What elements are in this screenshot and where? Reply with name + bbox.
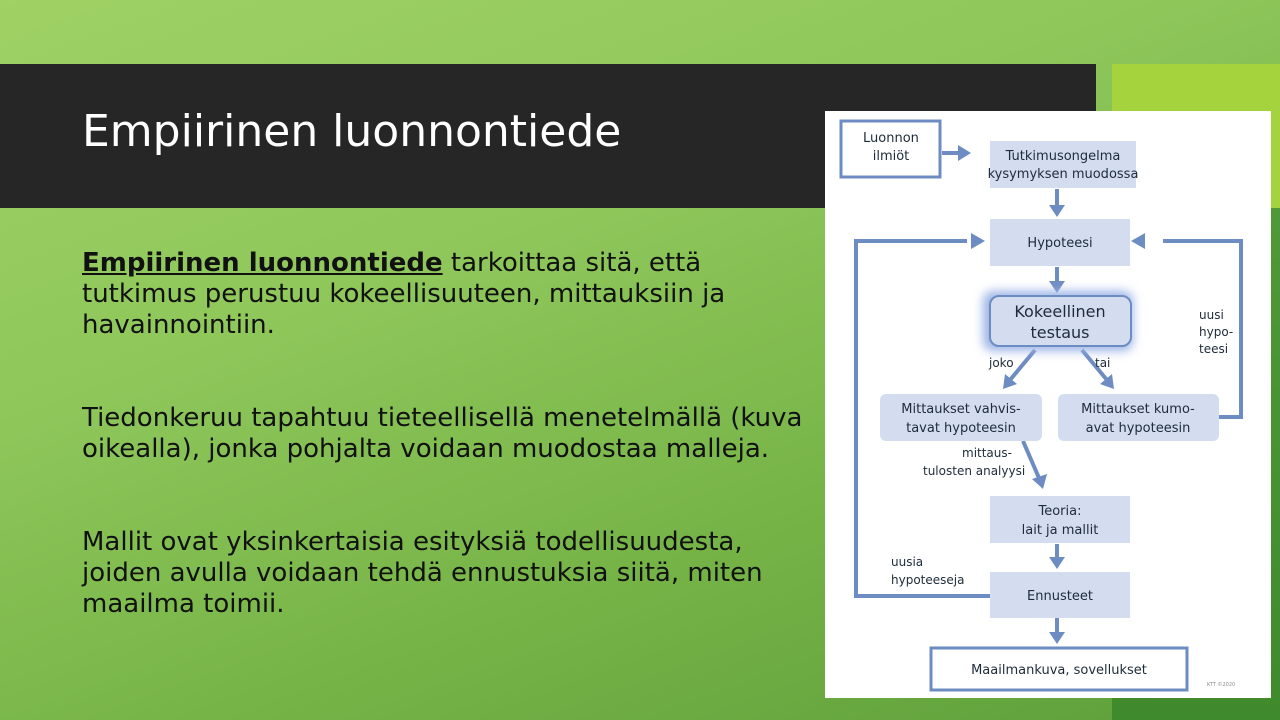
node-tutkimusongelma-label-2: kysymyksen muodossa (987, 167, 1139, 182)
node-kumoavat-label-1: Mittaukset kumo- (1081, 402, 1195, 417)
paragraph-data-collection: Tiedonkeruu tapahtuu tieteellisellä menetelmällä (kuva oikealla), jonka pohjalta voidaan muodostaa malleja. (82, 403, 803, 464)
node-maailmankuva-label: Maailmankuva, sovellukset (971, 663, 1147, 678)
node-tutkimusongelma-label-1: Tutkimusongelma (1005, 149, 1121, 164)
node-luonnon-ilmiot-label-1: Luonnon (863, 131, 919, 146)
label-uusi-hypoteesi-1: uusi (1199, 308, 1224, 322)
label-uusia-hypoteeseja-2: hypoteeseja (891, 573, 965, 587)
node-hypoteesi-label: Hypoteesi (1027, 236, 1093, 251)
scientific-method-diagram (825, 111, 1271, 698)
node-vahvistavat-label-1: Mittaukset vahvis- (901, 402, 1021, 417)
node-kokeellinen-label-1: Kokeellinen (1014, 302, 1106, 321)
label-mittaustulosten-2: tulosten analyysi (923, 464, 1026, 478)
arrowhead-ennusteet (1049, 557, 1065, 569)
arrow-testaus-to-vahvistavat (1010, 350, 1035, 380)
node-kumoavat-label-2: avat hypoteesin (1085, 421, 1191, 436)
arrowhead-maailmankuva (1049, 632, 1065, 644)
paragraph-models: Mallit ovat yksinkertaisia esityksiä todellisuudesta, joiden avulla voidaan tehdä ennustuksia siitä, miten maailma toimii. (82, 527, 763, 619)
slide-title: Empiirinen luonnontiede (82, 106, 622, 157)
arrowhead-loop-right (1131, 233, 1145, 249)
diagram-canvas (825, 111, 1271, 698)
label-uusi-hypoteesi-2: hypo- (1199, 325, 1234, 339)
arrow-vahvistavat-to-teoria (1023, 441, 1039, 478)
arrowhead-ongelma (958, 145, 971, 161)
term-empiirinen-luonnontiede: Empiirinen luonnontiede (82, 248, 443, 278)
arrowhead-loop-left (971, 233, 985, 249)
label-joko: joko (989, 356, 1014, 370)
body-text (82, 248, 812, 620)
node-kokeellinen-label-2: testaus (1030, 323, 1090, 342)
label-uusia-hypoteeseja-1: uusia (891, 555, 924, 569)
node-luonnon-ilmiot-label-2: ilmiöt (872, 149, 910, 164)
credit-text: KTT ©2020 (1207, 682, 1236, 688)
node-ennusteet-label: Ennusteet (1027, 589, 1093, 604)
label-tai: tai (1095, 356, 1111, 370)
definition-text: tarkoittaa sitä, että tutkimus perustuu kokeellisuuteen, mittauksiin ja havainnointiin. (82, 248, 726, 340)
label-uusi-hypoteesi-3: teesi (1199, 342, 1229, 356)
node-teoria-label-1: Teoria: (1038, 504, 1082, 519)
arrowhead-hypoteesi (1049, 205, 1065, 217)
paragraph-definition (82, 248, 812, 341)
node-vahvistavat-label-2: tavat hypoteesin (906, 421, 1016, 436)
node-teoria-label-2: lait ja mallit (1021, 523, 1099, 538)
label-mittaustulosten-1: mittaus- (962, 446, 1012, 460)
